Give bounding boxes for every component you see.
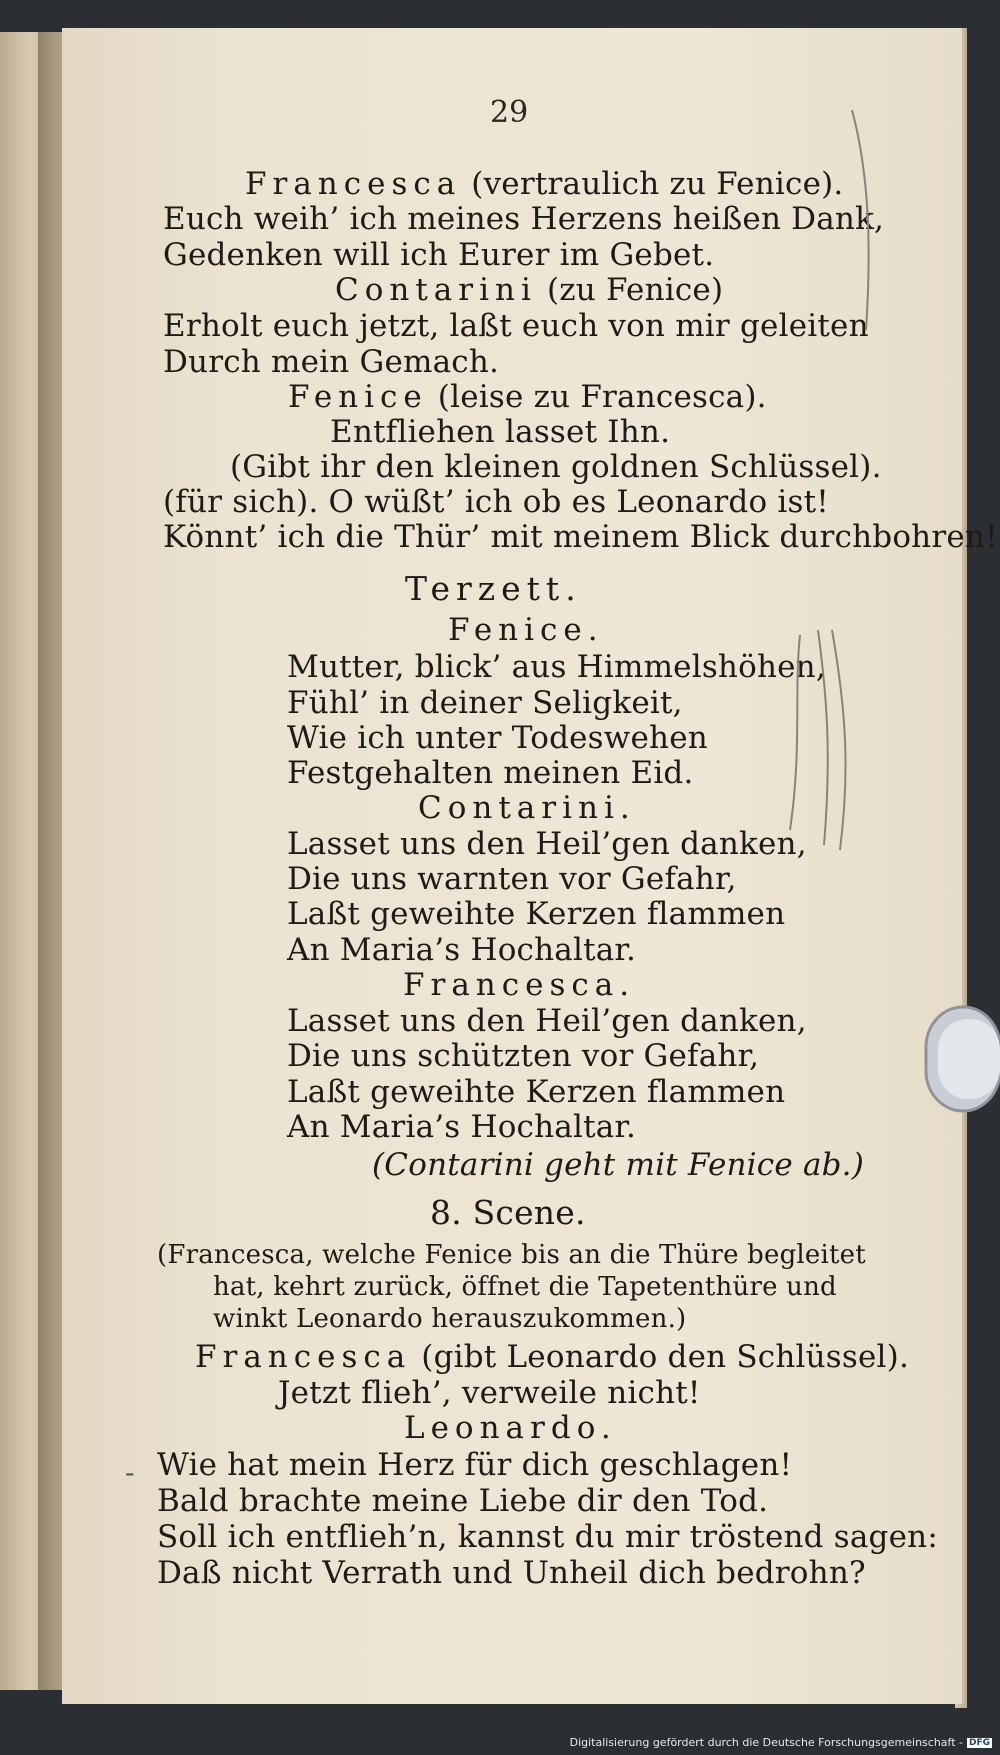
verse-line: An Maria’s Hochaltar. <box>287 932 637 968</box>
dialogue-line: Contarini (zu Fenice) <box>335 272 724 308</box>
dialogue-line: Daß nicht Verrath und Unheil dich bedrohn? <box>157 1555 866 1591</box>
dialogue-line: Gedenken will ich Eurer im Gebet. <box>163 237 715 273</box>
pencil-mark <box>780 110 880 870</box>
speaker-name: Contarini. <box>418 790 636 826</box>
dialogue-line: Fenice (leise zu Francesca). <box>288 379 767 415</box>
stage-direction: (Gibt ihr den kleinen goldnen Schlüssel). <box>230 449 882 485</box>
dialogue-line: Durch mein Gemach. <box>163 344 500 380</box>
dialogue-line: Jetzt flieh’, verweile nicht! <box>278 1375 701 1411</box>
dialogue-line: Könnt’ ich die Thür’ mit meinem Blick durchbohren! <box>163 519 998 555</box>
stage-direction: winkt Leonardo herauszukommen.) <box>213 1304 687 1334</box>
pencil-dash: - <box>125 1456 135 1489</box>
dfg-logo: DFG <box>968 1737 990 1748</box>
footer-credit <box>570 1736 992 1749</box>
verse-line: Lasset uns den Heil’gen danken, <box>287 1003 807 1039</box>
dialogue-line: Entfliehen lasset Ihn. <box>330 414 671 450</box>
verse-line: Die uns warnten vor Gefahr, <box>287 861 737 897</box>
dialogue-line: Bald brachte meine Liebe dir den Tod. <box>157 1483 769 1519</box>
verse-line: Laßt geweihte Kerzen flammen <box>287 896 786 932</box>
verse-line: Lasset uns den Heil’gen danken, <box>287 826 807 862</box>
dialogue-line: Erholt euch jetzt, laßt euch von mir geleiten <box>163 308 869 344</box>
verse-line: Fühl’ in deiner Seligkeit, <box>287 685 683 721</box>
verse-line: Die uns schützten vor Gefahr, <box>287 1038 760 1074</box>
dialogue-line: Francesca (gibt Leonardo den Schlüssel). <box>195 1339 910 1375</box>
speaker-name: Fenice. <box>448 612 604 648</box>
page-number: 29 <box>490 95 529 130</box>
verse-line: Festgehalten meinen Eid. <box>287 755 694 791</box>
dialogue-line: Soll ich entflieh’n, kannst du mir tröstend sagen: <box>157 1519 938 1555</box>
dialogue-line: Wie hat mein Herz für dich geschlagen! <box>157 1447 793 1483</box>
stage-direction: (Francesca, welche Fenice bis an die Thüre begleitet <box>157 1240 866 1270</box>
verse-line: Wie ich unter Todeswehen <box>287 720 708 756</box>
verse-line: Mutter, blick’ aus Himmelshöhen, <box>287 649 826 685</box>
stage-direction: hat, kehrt zurück, öffnet die Tapetenthüre und <box>213 1272 837 1302</box>
dialogue-line: Euch weih’ ich meines Herzens heißen Dank, <box>163 201 885 237</box>
speaker-name: Leonardo. <box>404 1410 617 1446</box>
dialogue-line: Francesca (vertraulich zu Fenice). <box>245 166 844 202</box>
section-heading: Terzett. <box>405 569 582 608</box>
verse-line: An Maria’s Hochaltar. <box>287 1109 637 1145</box>
stage-direction: (Contarini geht mit Fenice ab.) <box>372 1147 865 1183</box>
footer-text: Digitalisierung gefördert durch die Deutsche Forschungsgemeinschaft - <box>569 1736 963 1749</box>
verse-line: Laßt geweihte Kerzen flammen <box>287 1074 786 1110</box>
section-heading: 8. Scene. <box>430 1193 586 1232</box>
speaker-name: Francesca. <box>403 967 636 1003</box>
page-clip <box>918 1003 1000 1115</box>
dialogue-line: (für sich). O wüßt’ ich ob es Leonardo ist! <box>163 484 829 520</box>
